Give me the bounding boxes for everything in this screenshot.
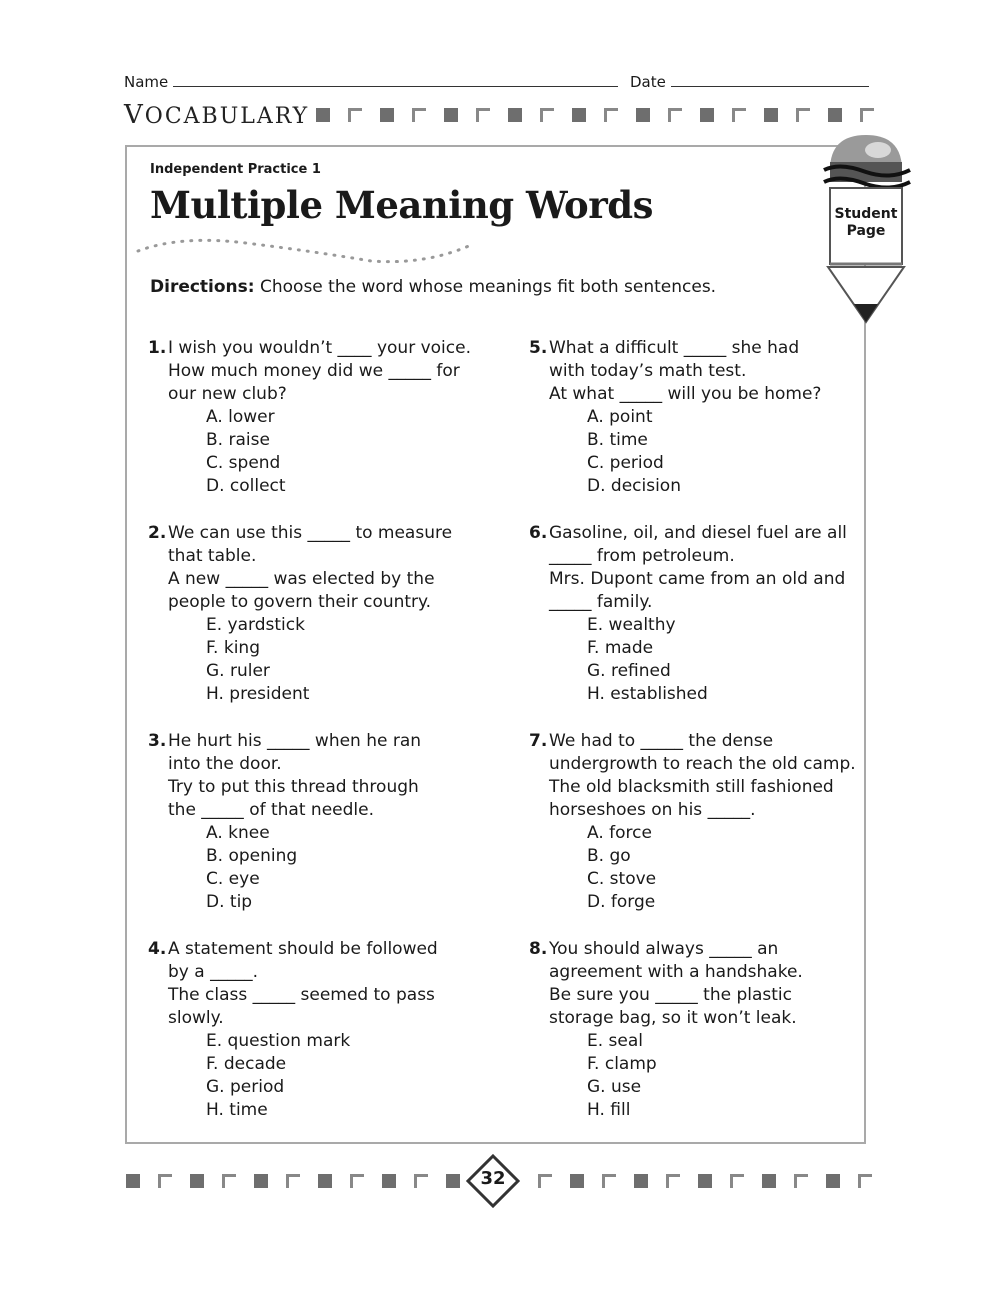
questions-right-column [529,337,859,1146]
answer-option[interactable]: D. decision [587,476,681,496]
answer-option[interactable]: B. time [587,430,648,450]
question-4: 4. A statement should be followed by a _____. The class _____ seemed to pass slowly. E. question mark F. decade G. period H. time [148,938,478,1122]
date-field[interactable] [630,73,869,91]
answer-option[interactable]: B. raise [206,430,270,450]
practice-label: Independent Practice 1 [150,162,321,177]
answer-option[interactable]: G. period [206,1077,285,1097]
directions [150,277,716,297]
page-title: Multiple Meaning Words [150,183,653,227]
answer-option[interactable]: G. ruler [206,661,270,681]
answer-option[interactable]: G. use [587,1077,642,1097]
question-7: 7. We had to _____ the dense undergrowth to reach the old camp. The old blacksmith still fashioned horseshoes on his _____. A. force B. go C. stove D. forge [529,730,859,914]
answer-option[interactable]: F. clamp [587,1054,657,1074]
question-2: 2. We can use this _____ to measure that table. A new _____ was elected by the people to govern their country. E. yardstick F. king G. ruler H. president [148,522,478,706]
question-5: 5. What a difficult _____ she had with today’s math test. At what _____ will you be home? A. point B. time C. period D. decision [529,337,859,498]
answer-option[interactable]: E. question mark [206,1031,351,1051]
answer-option[interactable]: A. lower [206,407,275,427]
answer-option[interactable]: A. force [587,823,652,843]
section-heading: VOCABULARY [124,100,310,130]
answer-option[interactable]: F. decade [206,1054,287,1074]
name-label: Name [124,73,169,91]
name-field[interactable] [124,73,618,91]
page-number: 32 [480,1168,506,1189]
answer-option[interactable]: D. collect [206,476,286,496]
answer-option[interactable]: E. wealthy [587,615,676,635]
directions-text: Choose the word whose meanings fit both sentences. [254,277,717,297]
answer-option[interactable]: A. knee [206,823,270,843]
answer-option[interactable]: F. king [206,638,260,658]
answer-option[interactable]: A. point [587,407,653,427]
date-label: Date [630,73,666,91]
student-page-badge: Student Page [834,206,898,239]
answer-option[interactable]: C. period [587,453,664,473]
question-3: 3. He hurt his _____ when he ran into the door. Try to put this thread through the _____ of that needle. A. knee B. opening C. eye D. tip [148,730,478,914]
answer-option[interactable]: D. tip [206,892,253,912]
directions-label: Directions: [150,277,255,297]
answer-option[interactable]: C. stove [587,869,657,889]
answer-option[interactable]: H. established [587,684,708,704]
questions-left-column [148,337,478,1146]
answer-option[interactable]: H. president [206,684,310,704]
answer-option[interactable]: H. time [206,1100,268,1120]
question-8: 8. You should always _____ an agreement with a handshake. Be sure you _____ the plastic storage bag, so it won’t leak. E. seal F. clamp G. use H. fill [529,938,859,1122]
footer-square-pattern-right [538,1174,890,1188]
date-input-line[interactable] [671,73,869,87]
answer-option[interactable]: E. seal [587,1031,644,1051]
answer-option[interactable]: D. forge [587,892,656,912]
footer-square-pattern-left [126,1174,478,1188]
answer-option[interactable]: G. refined [587,661,671,681]
answer-option[interactable]: C. spend [206,453,281,473]
answer-option[interactable]: E. yardstick [206,615,305,635]
answer-option[interactable]: C. eye [206,869,260,889]
question-6: 6. Gasoline, oil, and diesel fuel are all _____ from petroleum. Mrs. Dupont came from an old and _____ family. E. wealthy F. made G. refined H. established [529,522,859,706]
dotted-divider [136,235,476,265]
header-square-pattern [316,108,892,122]
question-1: 1. I wish you wouldn’t ____ your voice. How much money did we _____ for our new club? A. lower B. raise C. spend D. collect [148,337,478,498]
answer-option[interactable]: H. fill [587,1100,631,1120]
answer-option[interactable]: B. go [587,846,631,866]
name-input-line[interactable] [173,73,618,87]
answer-option[interactable]: F. made [587,638,654,658]
answer-option[interactable]: B. opening [206,846,298,866]
